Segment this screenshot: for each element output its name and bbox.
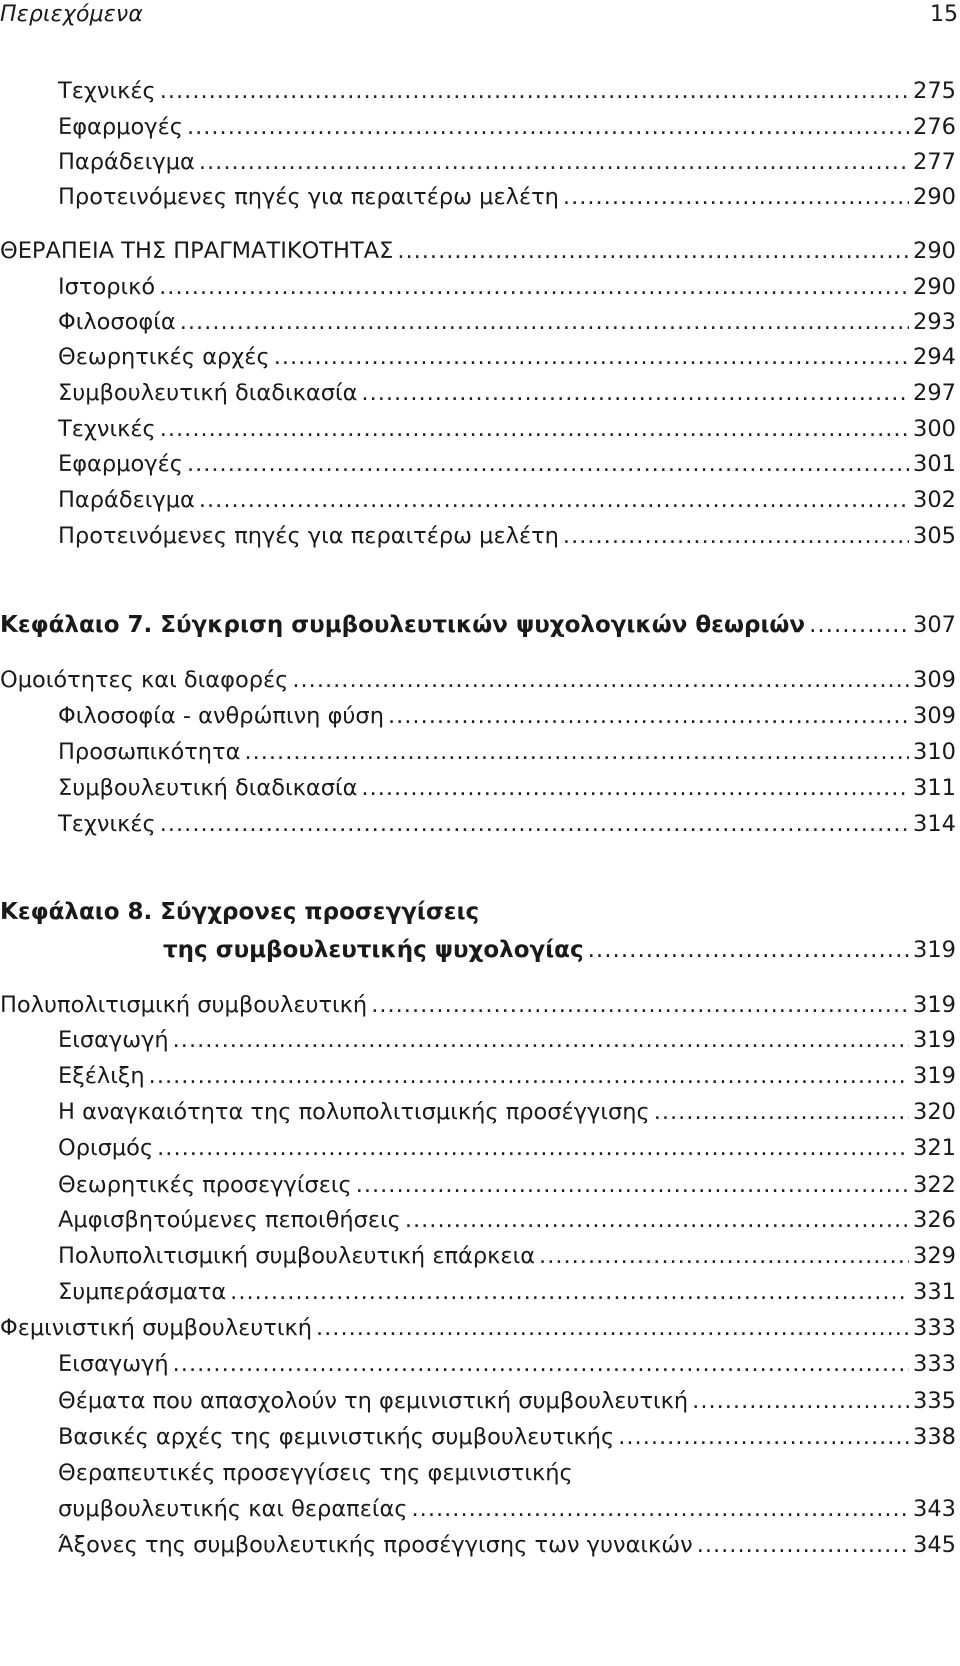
toc-entry-page: 310 — [913, 739, 956, 765]
leader-dots — [316, 1315, 909, 1341]
toc-entry-label: ΘΕΡΑΠΕΙΑ ΤΗΣ ΠΡΑΓΜΑΤΙΚΟΤΗΤΑΣ — [0, 238, 394, 264]
leader-dots — [149, 1063, 909, 1089]
toc-entry[interactable] — [0, 523, 956, 559]
toc-entry-label: Προσωπικότητα — [58, 739, 241, 765]
leader-dots — [388, 703, 909, 729]
toc-entry-page: 329 — [913, 1243, 956, 1269]
toc-entry-label: Ιστορικό — [58, 274, 156, 300]
toc-entry-label-line2: συμβουλευτικής και θεραπείας — [58, 1496, 408, 1522]
toc-entry-page: 290 — [913, 184, 956, 210]
leader-dots — [160, 811, 909, 837]
toc-entry[interactable] — [0, 1279, 956, 1315]
toc-entry-page: 276 — [913, 114, 956, 140]
toc-entry-page: 345 — [913, 1532, 956, 1558]
toc-entry-label: Φιλοσοφία — [58, 309, 176, 335]
toc-entry-label: Προτεινόμενες πηγές για περαιτέρω μελέτη — [58, 523, 559, 549]
toc-entry-label: Αμφισβητούμενες πεποιθήσεις — [58, 1207, 401, 1233]
leader-dots — [199, 149, 909, 175]
leader-dots — [187, 451, 909, 477]
toc-entry[interactable] — [0, 1315, 956, 1351]
toc-entry-page: 275 — [913, 78, 956, 104]
toc-entry-page: 322 — [913, 1172, 956, 1198]
toc-entry-page: 297 — [913, 380, 956, 406]
toc-entry[interactable] — [0, 274, 956, 310]
leader-dots — [412, 1496, 910, 1522]
leader-dots — [397, 238, 909, 264]
toc-entry[interactable] — [0, 1351, 956, 1387]
toc-entry[interactable] — [0, 1135, 956, 1171]
leader-dots — [180, 309, 909, 335]
leader-dots — [371, 992, 909, 1018]
toc-entry[interactable] — [0, 1388, 956, 1424]
toc-entry[interactable] — [0, 1207, 956, 1243]
toc-entry-label: Ομοιότητες και διαφορές — [0, 667, 289, 693]
toc-entry-label: Πολυπολιτισμική συμβουλευτική — [0, 992, 368, 1018]
toc-entry-label: Φιλοσοφία - ανθρώπινη φύση — [58, 703, 384, 729]
toc-entry-label: Βασικές αρχές της φεμινιστικής συμβουλευτικής — [58, 1424, 615, 1450]
toc-entry-label: Εισαγωγή — [58, 1351, 169, 1377]
leader-dots — [274, 344, 909, 370]
leader-dots — [160, 78, 909, 104]
toc-entry[interactable] — [0, 775, 956, 811]
toc-entry[interactable] — [0, 149, 956, 185]
toc-entry-label: Τεχνικές — [58, 811, 156, 837]
toc-entry[interactable] — [0, 992, 956, 1028]
chapter-title-line2: της συμβουλευτικής ψυχολογίας — [163, 937, 584, 963]
toc-entry-page: 321 — [913, 1135, 956, 1161]
running-head — [0, 0, 960, 32]
leader-dots — [187, 114, 909, 140]
toc-entry-page: 277 — [913, 149, 956, 175]
toc-entry-page: 319 — [913, 1063, 956, 1089]
toc-entry[interactable] — [0, 416, 956, 452]
chapter-entry[interactable] — [0, 612, 956, 648]
toc-entry-page: 319 — [913, 937, 956, 963]
toc-entry-label: Άξονες της συμβουλευτικής προσέγγισης των γυναικών — [58, 1532, 693, 1558]
toc-entry-label: Ορισμός — [58, 1135, 154, 1161]
toc-entry-label: Συμβουλευτική διαδικασία — [58, 380, 358, 406]
toc-entry-label: Θέματα που απασχολούν τη φεμινιστική συμβουλευτική — [58, 1388, 689, 1414]
toc-entry-label: Πολυπολιτισμική συμβουλευτική επάρκεια — [58, 1243, 536, 1269]
toc-entry-label: Εισαγωγή — [58, 1027, 169, 1053]
toc-entry-page: 305 — [913, 523, 956, 549]
toc-entry-label: Εφαρμογές — [58, 114, 183, 140]
leader-dots — [230, 1279, 909, 1305]
toc-entry[interactable] — [0, 78, 956, 114]
leader-dots — [356, 1172, 909, 1198]
toc-entry-label: Τεχνικές — [58, 78, 156, 104]
toc-entry[interactable] — [0, 238, 956, 274]
leader-dots — [539, 1243, 909, 1269]
toc-entry[interactable] — [0, 1063, 956, 1099]
leader-dots — [563, 184, 909, 210]
leader-dots — [692, 1388, 909, 1414]
leader-dots — [199, 487, 909, 513]
page-number: 15 — [930, 2, 958, 27]
leader-dots — [157, 1135, 909, 1161]
leader-dots — [809, 612, 909, 638]
toc-entry[interactable] — [0, 1532, 956, 1568]
toc-entry-page: 314 — [913, 811, 956, 837]
section-title: Περιεχόμενα — [0, 2, 144, 27]
toc-entry-label: Θεωρητικές αρχές — [58, 344, 270, 370]
toc-entry-label: Η αναγκαιότητα της πολυπολιτισμικής προσέγγισης — [58, 1099, 650, 1125]
toc-entry-label: Φεμινιστική συμβουλευτική — [0, 1315, 312, 1341]
toc-entry[interactable] — [0, 309, 956, 345]
leader-dots — [405, 1207, 909, 1233]
toc-entry-label-line1[interactable]: Θεραπευτικές προσεγγίσεις της φεμινιστικής — [58, 1460, 573, 1486]
toc-entry-page: 307 — [913, 612, 956, 638]
toc-entry[interactable] — [0, 703, 956, 739]
leader-dots — [654, 1099, 909, 1125]
toc-entry[interactable] — [0, 1027, 956, 1063]
toc-entry[interactable] — [0, 1243, 956, 1279]
toc-entry-page: 302 — [913, 487, 956, 513]
toc-entry-page: 335 — [913, 1388, 956, 1414]
leader-dots — [588, 937, 909, 963]
toc-entry-page: 326 — [913, 1207, 956, 1233]
leader-dots — [244, 739, 909, 765]
toc-entry[interactable] — [0, 1496, 956, 1532]
toc-entry-page: 300 — [913, 416, 956, 442]
toc-entry[interactable] — [0, 667, 956, 703]
toc-entry-label: Θεωρητικές προσεγγίσεις — [58, 1172, 352, 1198]
toc-entry[interactable] — [0, 184, 956, 220]
leader-dots — [697, 1532, 909, 1558]
toc-entry[interactable] — [0, 1099, 956, 1135]
toc-entry-label: Προτεινόμενες πηγές για περαιτέρω μελέτη — [58, 184, 559, 210]
toc-entry[interactable] — [0, 344, 956, 380]
toc-entry-page: 320 — [913, 1099, 956, 1125]
toc-entry-page: 290 — [913, 274, 956, 300]
toc-entry-page: 338 — [913, 1424, 956, 1450]
toc-entry-page: 311 — [913, 775, 956, 801]
toc-entry-label: Συμβουλευτική διαδικασία — [58, 775, 358, 801]
toc-entry[interactable] — [0, 487, 956, 523]
toc-entry-page: 333 — [913, 1351, 956, 1377]
leader-dots — [160, 416, 909, 442]
toc-entry[interactable] — [0, 1424, 956, 1460]
toc-entry[interactable] — [0, 739, 956, 775]
toc-entry-page: 319 — [913, 1027, 956, 1053]
chapter-title: Κεφάλαιο 7. Σύγκριση συμβουλευτικών ψυχολογικών θεωριών — [0, 612, 806, 638]
leader-dots — [173, 1351, 909, 1377]
toc-entry-page: 309 — [913, 703, 956, 729]
toc-entry-label: Εξέλιξη — [58, 1063, 145, 1089]
toc-entry[interactable] — [0, 811, 956, 847]
leader-dots — [618, 1424, 909, 1450]
toc-entry[interactable] — [0, 451, 956, 487]
toc-entry-page: 290 — [913, 238, 956, 264]
leader-dots — [173, 1027, 909, 1053]
leader-dots — [292, 667, 909, 693]
leader-dots — [159, 274, 909, 300]
chapter-title-line1[interactable]: Κεφάλαιο 8. Σύγχρονες προσεγγίσεις — [0, 899, 480, 925]
toc-entry-page: 301 — [913, 451, 956, 477]
toc-entry-label: Παράδειγμα — [58, 487, 195, 513]
toc-entry[interactable] — [0, 380, 956, 416]
chapter-entry[interactable] — [0, 937, 956, 973]
toc-entry[interactable] — [0, 1172, 956, 1208]
toc-entry[interactable] — [0, 114, 956, 150]
toc-entry-label: Παράδειγμα — [58, 149, 195, 175]
toc-entry-label: Εφαρμογές — [58, 451, 183, 477]
leader-dots — [361, 775, 909, 801]
toc-entry-page: 294 — [913, 344, 956, 370]
toc-entry-page: 293 — [913, 309, 956, 335]
leader-dots — [563, 523, 909, 549]
toc-entry-page: 331 — [913, 1279, 956, 1305]
toc-entry-label: Συμπεράσματα — [58, 1279, 227, 1305]
toc-entry-page: 343 — [913, 1496, 956, 1522]
toc-entry-page: 309 — [913, 667, 956, 693]
toc-entry-page: 319 — [913, 992, 956, 1018]
toc-entry-page: 333 — [913, 1315, 956, 1341]
leader-dots — [361, 380, 909, 406]
toc-entry-label: Τεχνικές — [58, 416, 156, 442]
